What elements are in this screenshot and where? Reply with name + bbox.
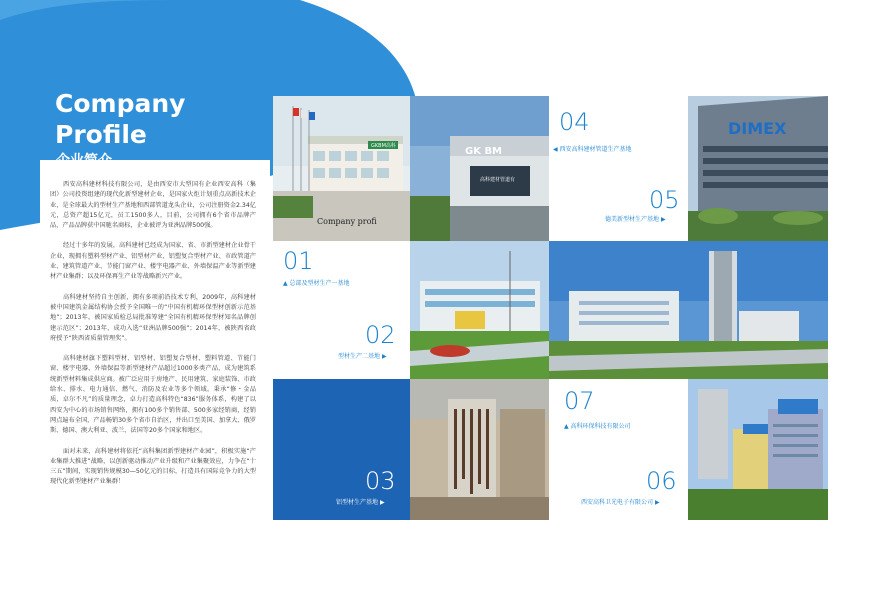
sign-gkbm: GKBM高科 (371, 143, 396, 149)
tile-04-caption (553, 144, 632, 153)
paragraph-innovation: 高科建材坚持自主创新，拥有多项前沿技术专利，2009年，高科建材被中国建筑金属结构协会授予全国唯一的“中国有机精环保型材创新示范基地”；2013年，被国家质检总局批准筹建“全国有机精环保型材知名品牌创建示范区”；2013年，成功入选“亚洲品牌500强”；2014年，被陕西省政府授予“陕西省质量管理奖”。 (50, 293, 256, 342)
tile-02-caption (338, 351, 387, 360)
tile-02-caption-text: 型材生产二基地 (338, 353, 381, 360)
tile-01-caption-text: 总部及型材生产一基地 (289, 280, 350, 287)
tile-07-caption (564, 421, 631, 430)
title-line-1: Company (55, 89, 186, 118)
photo-gkbm-gate (410, 96, 549, 241)
tile-05-number: 05 (649, 186, 680, 214)
tile-04-caption-text: 西安高科建材管道生产基地 (559, 146, 632, 153)
title-line-2: Profile (55, 120, 147, 149)
photo-headquarters (273, 96, 410, 241)
tile-05-caption (605, 214, 666, 223)
photo-factory-lawn (410, 241, 549, 379)
tile-03-caption (336, 497, 385, 506)
paragraph-products: 高科建材旗下塑料型材、铝型材、铝塑复合型材、塑料管道、节能门窗、楼宇电器、外墙保温等新型建材产品超过1000多类产品，成为建筑系统新型材料集成供应商。被广泛应用于房地产、民用建筑、家庭装饰、市政给水、排水、电力通信、燃气、消防及农业等多个领域。秉承“修・金品质，卓尔不凡”的质量理念，卓力打造高科特色“836”服务体系，构建了以西安为中心的市场销售网络，拥有100多个销售部、500多家经销商，经销网点遍布全国，产品畅销30多个省市自治区，并出口至美国、加拿大、俄罗斯、德国、澳大利亚、波兰、法国等20多个国家和地区。 (50, 355, 256, 435)
arrow-right-icon: ▶ (379, 499, 385, 506)
photo-tower-plant (549, 241, 828, 379)
tile-07-caption-text: 高科环保科技有限公司 (570, 423, 631, 430)
sign-gkbm-gate: GK BM (465, 146, 503, 157)
tile-01-02 (273, 241, 410, 379)
tile-02-number: 02 (365, 321, 396, 349)
arrow-up-icon: ▲ (564, 423, 569, 430)
profile-body (50, 180, 256, 498)
paragraph-development: 经过十多年的发展，高科建材已经成为国家、省、市新型建材企业骨干企业，现拥有塑料型材产业、铝型材产业、铝塑复合型材产业、市政管道产业、建筑管道产业、节能门窗产业、楼宇电器产业、外墙保温产业等新型建材产业集群；以及环保再生产业等战略新兴产业。 (50, 242, 256, 281)
tile-01-number: 01 (283, 247, 314, 275)
photo-calligraphy-sign (410, 379, 549, 520)
tile-04-number: 04 (559, 108, 590, 136)
tile-03 (273, 379, 410, 520)
tile-03-caption-text: 铝型材生产基地 (336, 499, 379, 506)
tile-06-caption (581, 497, 660, 506)
arrow-right-icon: ▶ (660, 216, 666, 223)
tile-07-06 (549, 379, 688, 520)
tile-07-number: 07 (564, 387, 595, 415)
tile-06-number: 06 (646, 467, 677, 495)
sign-company-name: 高科建材管道有 (480, 177, 516, 183)
tile-04 (549, 96, 688, 241)
tile-03-number: 03 (365, 467, 396, 495)
page-title (55, 88, 185, 150)
tile-06-caption-text: 西安高科卫光电子有限公司 (581, 499, 654, 506)
sign-dimex: DIMEX (728, 119, 787, 138)
paragraph-future: 面对未来，高科建材将依托“高科集团新型建材产业园”，积极实施“产业集群大推进”战略，以创新驱动推动产业升级和产业集聚效应，力争在“十三五”期间，实现销售规模30—50亿元的目标，打造具有国际竞争力的大型现代化新型建材产业集群！ (50, 447, 256, 486)
arrow-left-icon: ◀ (553, 146, 558, 153)
tile-05-caption-text: 德美新型材生产基地 (605, 216, 660, 223)
arrow-right-icon: ▶ (381, 353, 387, 360)
photo-dimex (688, 96, 828, 241)
paragraph-intro: 西安高科建材科技有限公司，是由西安市大型国有企业西安高科（集团）公司投资组建的现代化新型建材企业，是国家火炬计划重点高新技术企业，是全球最大的型材生产基地和西部管道龙头企业，公司注册资金2.34亿元，总资产超15亿元，员工1500多人，目前，公司拥有6个省市品牌产品，产品品牌获中国驰名商标，企业被评为亚洲品牌500强。 (50, 181, 256, 230)
arrow-up-icon: ▲ (283, 280, 288, 287)
photo-caption-text: Company profi (317, 217, 377, 226)
arrow-right-icon: ▶ (654, 499, 660, 506)
tile-01-caption (283, 278, 350, 287)
page-subtitle: 企业简介 (56, 153, 112, 169)
photo-colorful-buildings (688, 379, 828, 520)
